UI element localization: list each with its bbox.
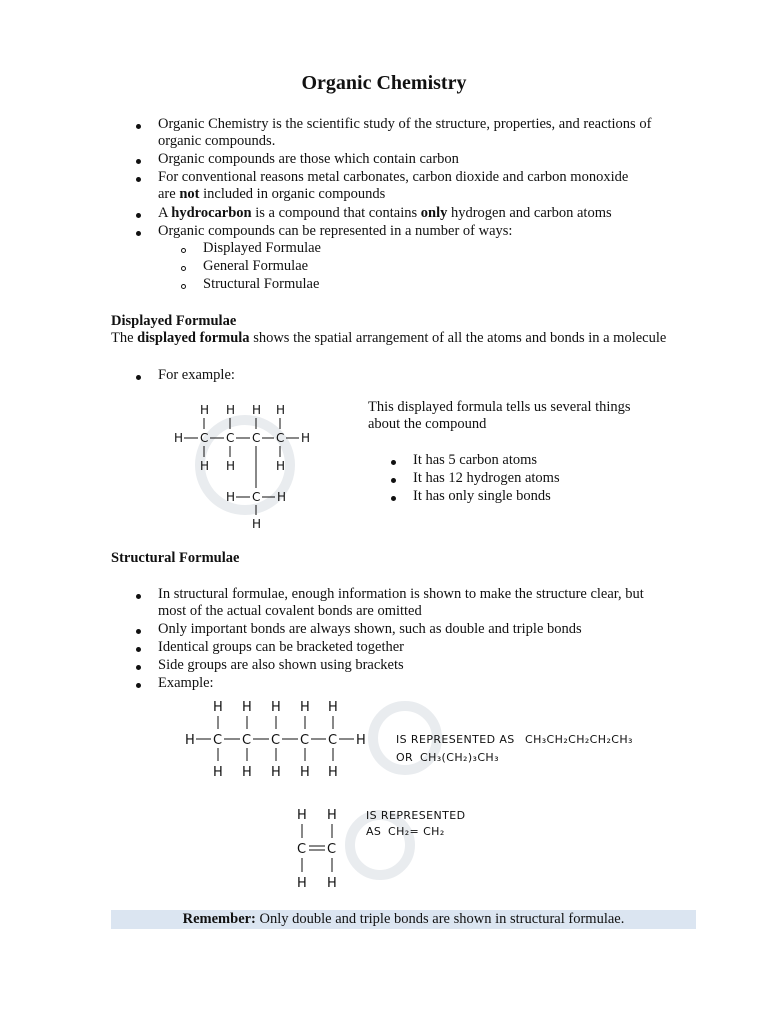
structural-bullet-5: Example: — [158, 675, 214, 691]
text: hydrogen and carbon atoms — [450, 205, 612, 221]
structural-bullet-4: Side groups are also shown using brackets — [158, 657, 404, 673]
atom-h: H — [174, 431, 184, 445]
bullet — [136, 594, 141, 599]
note-formula-1: CH₃CH₂CH₂CH₂CH₃ — [525, 733, 633, 746]
intro-bullet-3-line-1: For conventional reasons metal carbonates, carbon dioxide and carbon monoxide — [158, 169, 629, 185]
structural-bullet-2: Only important bonds are always shown, such as double and triple bonds — [158, 621, 582, 637]
note2-as: AS — [366, 825, 382, 838]
bullet — [136, 375, 141, 380]
atom-c: C — [327, 842, 337, 857]
atom-h: H — [200, 403, 210, 417]
bullet — [136, 647, 141, 652]
atom-c: C — [252, 431, 261, 445]
text: A — [158, 205, 168, 221]
atom-h: H — [252, 403, 262, 417]
atom-h: H — [327, 808, 337, 823]
bullet — [391, 460, 396, 465]
note-or: OR — [396, 751, 414, 764]
bullet — [136, 683, 141, 688]
intro-bullet-5: Organic compounds can be represented in a number of ways: — [158, 223, 513, 239]
bullet — [136, 124, 141, 129]
atom-h: H — [328, 765, 338, 780]
emphasis: only — [420, 205, 448, 221]
atom-c: C — [252, 490, 261, 504]
remember-label: Remember: — [182, 911, 256, 927]
fact-hydrogen: It has 12 hydrogen atoms — [413, 470, 560, 486]
text: The — [111, 330, 134, 346]
bullet — [136, 231, 141, 236]
atom-h: H — [277, 490, 287, 504]
atom-h: H — [327, 876, 337, 891]
text: included in organic compounds — [203, 186, 386, 202]
text: shows the spatial arrangement of all the atoms and bonds in a molecule — [253, 330, 667, 346]
emphasis: hydrocarbon — [171, 205, 252, 221]
atom-h: H — [328, 700, 338, 715]
intro-bullet-3-line-2 — [158, 186, 385, 204]
remember-text: Only double and triple bonds are shown in structural formulae. — [259, 911, 625, 927]
atom-h: H — [185, 733, 195, 748]
emphasis: displayed formula — [137, 330, 250, 346]
diagram-description-line-2: about the compound — [368, 416, 487, 432]
note-formula-2: CH₃(CH₂)₃CH₃ — [420, 751, 499, 764]
text: is a compound that contains — [255, 205, 418, 221]
structural-bullet-1-line-2: most of the actual covalent bonds are omitted — [158, 603, 422, 619]
atom-c: C — [213, 733, 223, 748]
sub-bullet — [181, 248, 186, 253]
atom-h: H — [276, 459, 286, 473]
sub-bullet — [181, 266, 186, 271]
atom-h: H — [226, 403, 236, 417]
atom-c: C — [297, 842, 307, 857]
structural-bullet-3: Identical groups can be bracketed together — [158, 639, 404, 655]
intro-bullet-1-line-2: organic compounds. — [158, 133, 276, 149]
sub-item-general: General Formulae — [203, 258, 309, 274]
atom-h: H — [300, 765, 310, 780]
sub-bullet — [181, 284, 186, 289]
atom-h: H — [226, 490, 236, 504]
atom-c: C — [276, 431, 285, 445]
sub-item-structural: Structural Formulae — [203, 276, 320, 292]
atom-h: H — [356, 733, 366, 748]
fact-carbon: It has 5 carbon atoms — [413, 452, 538, 468]
atom-h: H — [242, 700, 252, 715]
atom-h: H — [252, 517, 262, 531]
atom-h: H — [300, 700, 310, 715]
atom-h: H — [297, 808, 307, 823]
note2-formula: CH₂= CH₂ — [388, 825, 445, 838]
note-represented-as — [396, 733, 515, 746]
atom-c: C — [200, 431, 209, 445]
atom-h: H — [271, 700, 281, 715]
atom-h: H — [297, 876, 307, 891]
atom-c: C — [242, 733, 252, 748]
sub-item-displayed: Displayed Formulae — [203, 240, 321, 256]
pentane-diagram — [175, 693, 645, 783]
remember-banner — [111, 910, 696, 929]
bullet — [136, 629, 141, 634]
atom-h: H — [242, 765, 252, 780]
example-label: For example: — [158, 367, 235, 383]
atom-h: H — [301, 431, 311, 445]
text: are — [158, 186, 176, 202]
atom-c: C — [328, 733, 338, 748]
ethene-diagram — [285, 800, 505, 892]
note2-represented: IS REPRESENTED — [366, 809, 466, 822]
atom-h: H — [213, 765, 223, 780]
atom-h: H — [213, 700, 223, 715]
note-text: IS REPRESENTED AS — [396, 733, 515, 746]
atom-h: H — [271, 765, 281, 780]
bullet — [391, 496, 396, 501]
atom-h: H — [200, 459, 210, 473]
watermark-logo — [350, 815, 410, 875]
intro-bullet-4 — [158, 205, 612, 223]
intro-bullet-2: Organic compounds are those which contain carbon — [158, 151, 459, 167]
intro-bullet-1-line-1: Organic Chemistry is the scientific study of the structure, properties, and reactions of — [158, 116, 652, 132]
bullet — [136, 177, 141, 182]
bullet — [136, 159, 141, 164]
structural-heading: Structural Formulae — [111, 550, 240, 566]
displayed-definition — [111, 330, 666, 348]
atom-c: C — [300, 733, 310, 748]
diagram-description-line-1: This displayed formula tells us several things — [368, 399, 631, 415]
structural-bullet-1-line-1: In structural formulae, enough information is shown to make the structure clear, but — [158, 586, 644, 602]
atom-c: C — [226, 431, 235, 445]
fact-bonds: It has only single bonds — [413, 488, 551, 504]
atom-h: H — [276, 403, 286, 417]
atom-c: C — [271, 733, 281, 748]
page-title: Organic Chemistry — [301, 72, 467, 94]
bullet — [136, 213, 141, 218]
bullet — [136, 665, 141, 670]
displayed-heading: Displayed Formulae — [111, 313, 237, 329]
atom-h: H — [226, 459, 236, 473]
displayed-formula-diagram — [165, 395, 325, 535]
bullet — [391, 478, 396, 483]
emphasis: not — [179, 186, 200, 202]
